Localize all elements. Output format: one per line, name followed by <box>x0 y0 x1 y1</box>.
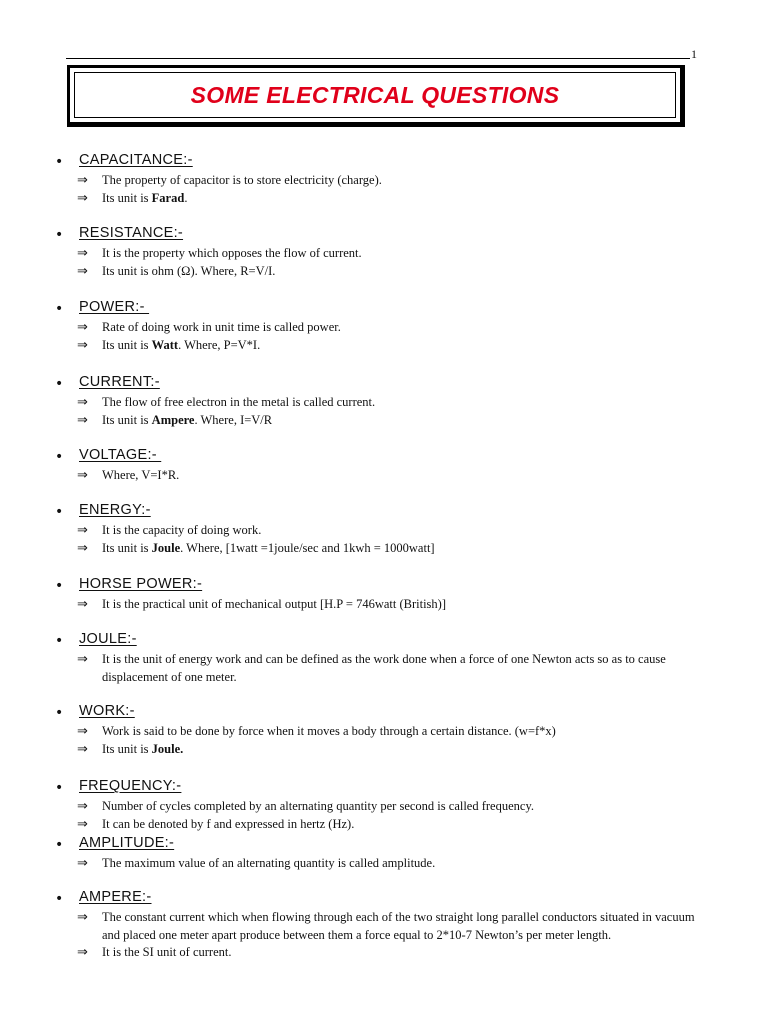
section-heading: WORK:- <box>79 703 135 719</box>
implies-arrow-icon: ⇒ <box>77 523 88 538</box>
section <box>55 152 715 207</box>
implies-arrow-icon: ⇒ <box>77 246 88 261</box>
section-items <box>55 319 715 354</box>
section-heading: POWER:- <box>79 299 150 315</box>
implies-arrow-icon: ⇒ <box>77 468 88 483</box>
bullet-icon: • <box>55 504 64 520</box>
list-item <box>55 909 715 944</box>
section <box>55 889 715 962</box>
list-item <box>55 798 715 816</box>
item-text: It is the SI unit of current. <box>102 945 232 959</box>
bullet-icon: • <box>55 227 64 243</box>
item-text: The flow of free electron in the metal is called current. <box>102 395 376 409</box>
bold-term: Ampere <box>151 412 195 427</box>
item-text: Its unit is ohm (Ω). Where, R=V/I. <box>102 263 276 278</box>
bullet-icon: • <box>55 780 64 796</box>
section-items <box>55 245 715 280</box>
section <box>55 374 715 429</box>
bullet-icon: • <box>55 837 64 853</box>
section-items <box>55 855 715 873</box>
list-item <box>55 596 715 614</box>
page-number: 1 <box>691 47 697 61</box>
list-item <box>55 741 715 759</box>
section-items <box>55 522 715 557</box>
section-items <box>55 909 715 962</box>
list-item <box>55 816 715 834</box>
section-heading-row <box>55 502 715 522</box>
implies-arrow-icon: ⇒ <box>77 945 88 960</box>
section-heading-row <box>55 703 715 723</box>
bullet-icon: • <box>55 633 64 649</box>
section-heading: CAPACITANCE:- <box>79 152 193 168</box>
section-heading-row <box>55 889 715 909</box>
item-text: It is the practical unit of mechanical output [H.P = 746watt (British)] <box>102 597 447 611</box>
section-heading: VOLTAGE:- <box>79 447 162 463</box>
item-text: Number of cycles completed by an alternating quantity per second is called frequency. <box>102 799 535 813</box>
item-text: Rate of doing work in unit time is called power. <box>102 320 341 334</box>
list-item <box>55 172 715 190</box>
implies-arrow-icon: ⇒ <box>77 741 88 757</box>
bold-term: Joule <box>151 540 181 555</box>
section-heading-row <box>55 835 715 855</box>
section <box>55 631 715 686</box>
list-item <box>55 723 715 741</box>
section <box>55 576 715 614</box>
header-rule <box>66 58 690 59</box>
implies-arrow-icon: ⇒ <box>77 412 88 428</box>
section <box>55 299 715 354</box>
list-item <box>55 522 715 540</box>
item-text: Its unit is Ampere. Where, I=V/R <box>102 412 273 427</box>
implies-arrow-icon: ⇒ <box>77 799 88 814</box>
item-text: It is the capacity of doing work. <box>102 523 262 537</box>
bold-term: Farad <box>151 190 185 205</box>
item-text: It is the property which opposes the flow of current. <box>102 246 362 260</box>
section-heading: HORSE POWER:- <box>79 576 203 592</box>
section-items <box>55 467 715 485</box>
section <box>55 778 715 833</box>
item-text: Its unit is Joule. <box>102 741 184 756</box>
item-text: Its unit is Watt. Where, P=V*I. <box>102 337 261 352</box>
section-heading-row <box>55 225 715 245</box>
item-text: It can be denoted by f and expressed in hertz (Hz). <box>102 816 355 831</box>
implies-arrow-icon: ⇒ <box>77 173 88 188</box>
section-heading-row <box>55 631 715 651</box>
section-heading: AMPERE:- <box>79 889 152 905</box>
bold-term: Joule. <box>151 741 184 756</box>
bold-term: Watt <box>151 337 179 352</box>
bullet-icon: • <box>55 578 64 594</box>
section-heading: CURRENT:- <box>79 374 160 390</box>
list-item <box>55 944 715 962</box>
item-text: The maximum value of an alternating quantity is called amplitude. <box>102 856 436 870</box>
bullet-icon: • <box>55 891 64 907</box>
list-item <box>55 263 715 281</box>
item-text: Its unit is Farad. <box>102 190 188 205</box>
bullet-icon: • <box>55 301 64 317</box>
page-title: SOME ELECTRICAL QUESTIONS <box>190 81 560 108</box>
section-heading-row <box>55 299 715 319</box>
list-item <box>55 190 715 208</box>
implies-arrow-icon: ⇒ <box>77 816 88 832</box>
implies-arrow-icon: ⇒ <box>77 263 88 279</box>
implies-arrow-icon: ⇒ <box>77 652 88 667</box>
implies-arrow-icon: ⇒ <box>77 540 88 556</box>
item-text: The constant current which when flowing through each of the two straight long parallel conductors situated in vacuum and placed one meter apart produce between them a force equal to 2*10-7 Newton’s per meter length. <box>102 910 695 942</box>
section-heading: FREQUENCY:- <box>79 778 182 794</box>
section-heading: RESISTANCE:- <box>79 225 184 241</box>
bullet-icon: • <box>55 154 64 170</box>
implies-arrow-icon: ⇒ <box>77 597 88 612</box>
section-heading-row <box>55 152 715 172</box>
section-heading: JOULE:- <box>79 631 137 647</box>
list-item <box>55 651 715 686</box>
implies-arrow-icon: ⇒ <box>77 337 88 353</box>
implies-arrow-icon: ⇒ <box>77 856 88 871</box>
item-text: It is the unit of energy work and can be defined as the work done when a force of one Newton acts so as to cause displacement of one meter. <box>102 652 666 684</box>
section <box>55 835 715 873</box>
section-heading: AMPLITUDE:- <box>79 835 175 851</box>
bullet-icon: • <box>55 449 64 465</box>
implies-arrow-icon: ⇒ <box>77 910 88 925</box>
section-heading-row <box>55 447 715 467</box>
implies-arrow-icon: ⇒ <box>77 320 88 335</box>
list-item <box>55 394 715 412</box>
section <box>55 703 715 758</box>
implies-arrow-icon: ⇒ <box>77 190 88 206</box>
list-item <box>55 245 715 263</box>
section <box>55 225 715 280</box>
list-item <box>55 319 715 337</box>
section-heading-row <box>55 374 715 394</box>
item-text: The property of capacitor is to store electricity (charge). <box>102 173 382 187</box>
list-item <box>55 337 715 355</box>
section-items <box>55 596 715 614</box>
bullet-icon: • <box>55 376 64 392</box>
title-box <box>67 65 685 127</box>
section <box>55 502 715 557</box>
implies-arrow-icon: ⇒ <box>77 724 88 739</box>
list-item <box>55 467 715 485</box>
section-items <box>55 172 715 207</box>
section-items <box>55 651 715 686</box>
item-text: Work is said to be done by force when it moves a body through a certain distance. (w=f*x) <box>102 724 556 738</box>
section-heading-row <box>55 576 715 596</box>
item-text: Where, V=I*R. <box>102 468 180 482</box>
section-items <box>55 394 715 429</box>
section-items <box>55 798 715 833</box>
item-text: Its unit is Joule. Where, [1watt =1joule/sec and 1kwh = 1000watt] <box>102 540 435 555</box>
list-item <box>55 412 715 430</box>
section-heading: ENERGY:- <box>79 502 151 518</box>
section-items <box>55 723 715 758</box>
list-item <box>55 855 715 873</box>
list-item <box>55 540 715 558</box>
section <box>55 447 715 485</box>
bullet-icon: • <box>55 705 64 721</box>
section-heading-row <box>55 778 715 798</box>
implies-arrow-icon: ⇒ <box>77 395 88 410</box>
